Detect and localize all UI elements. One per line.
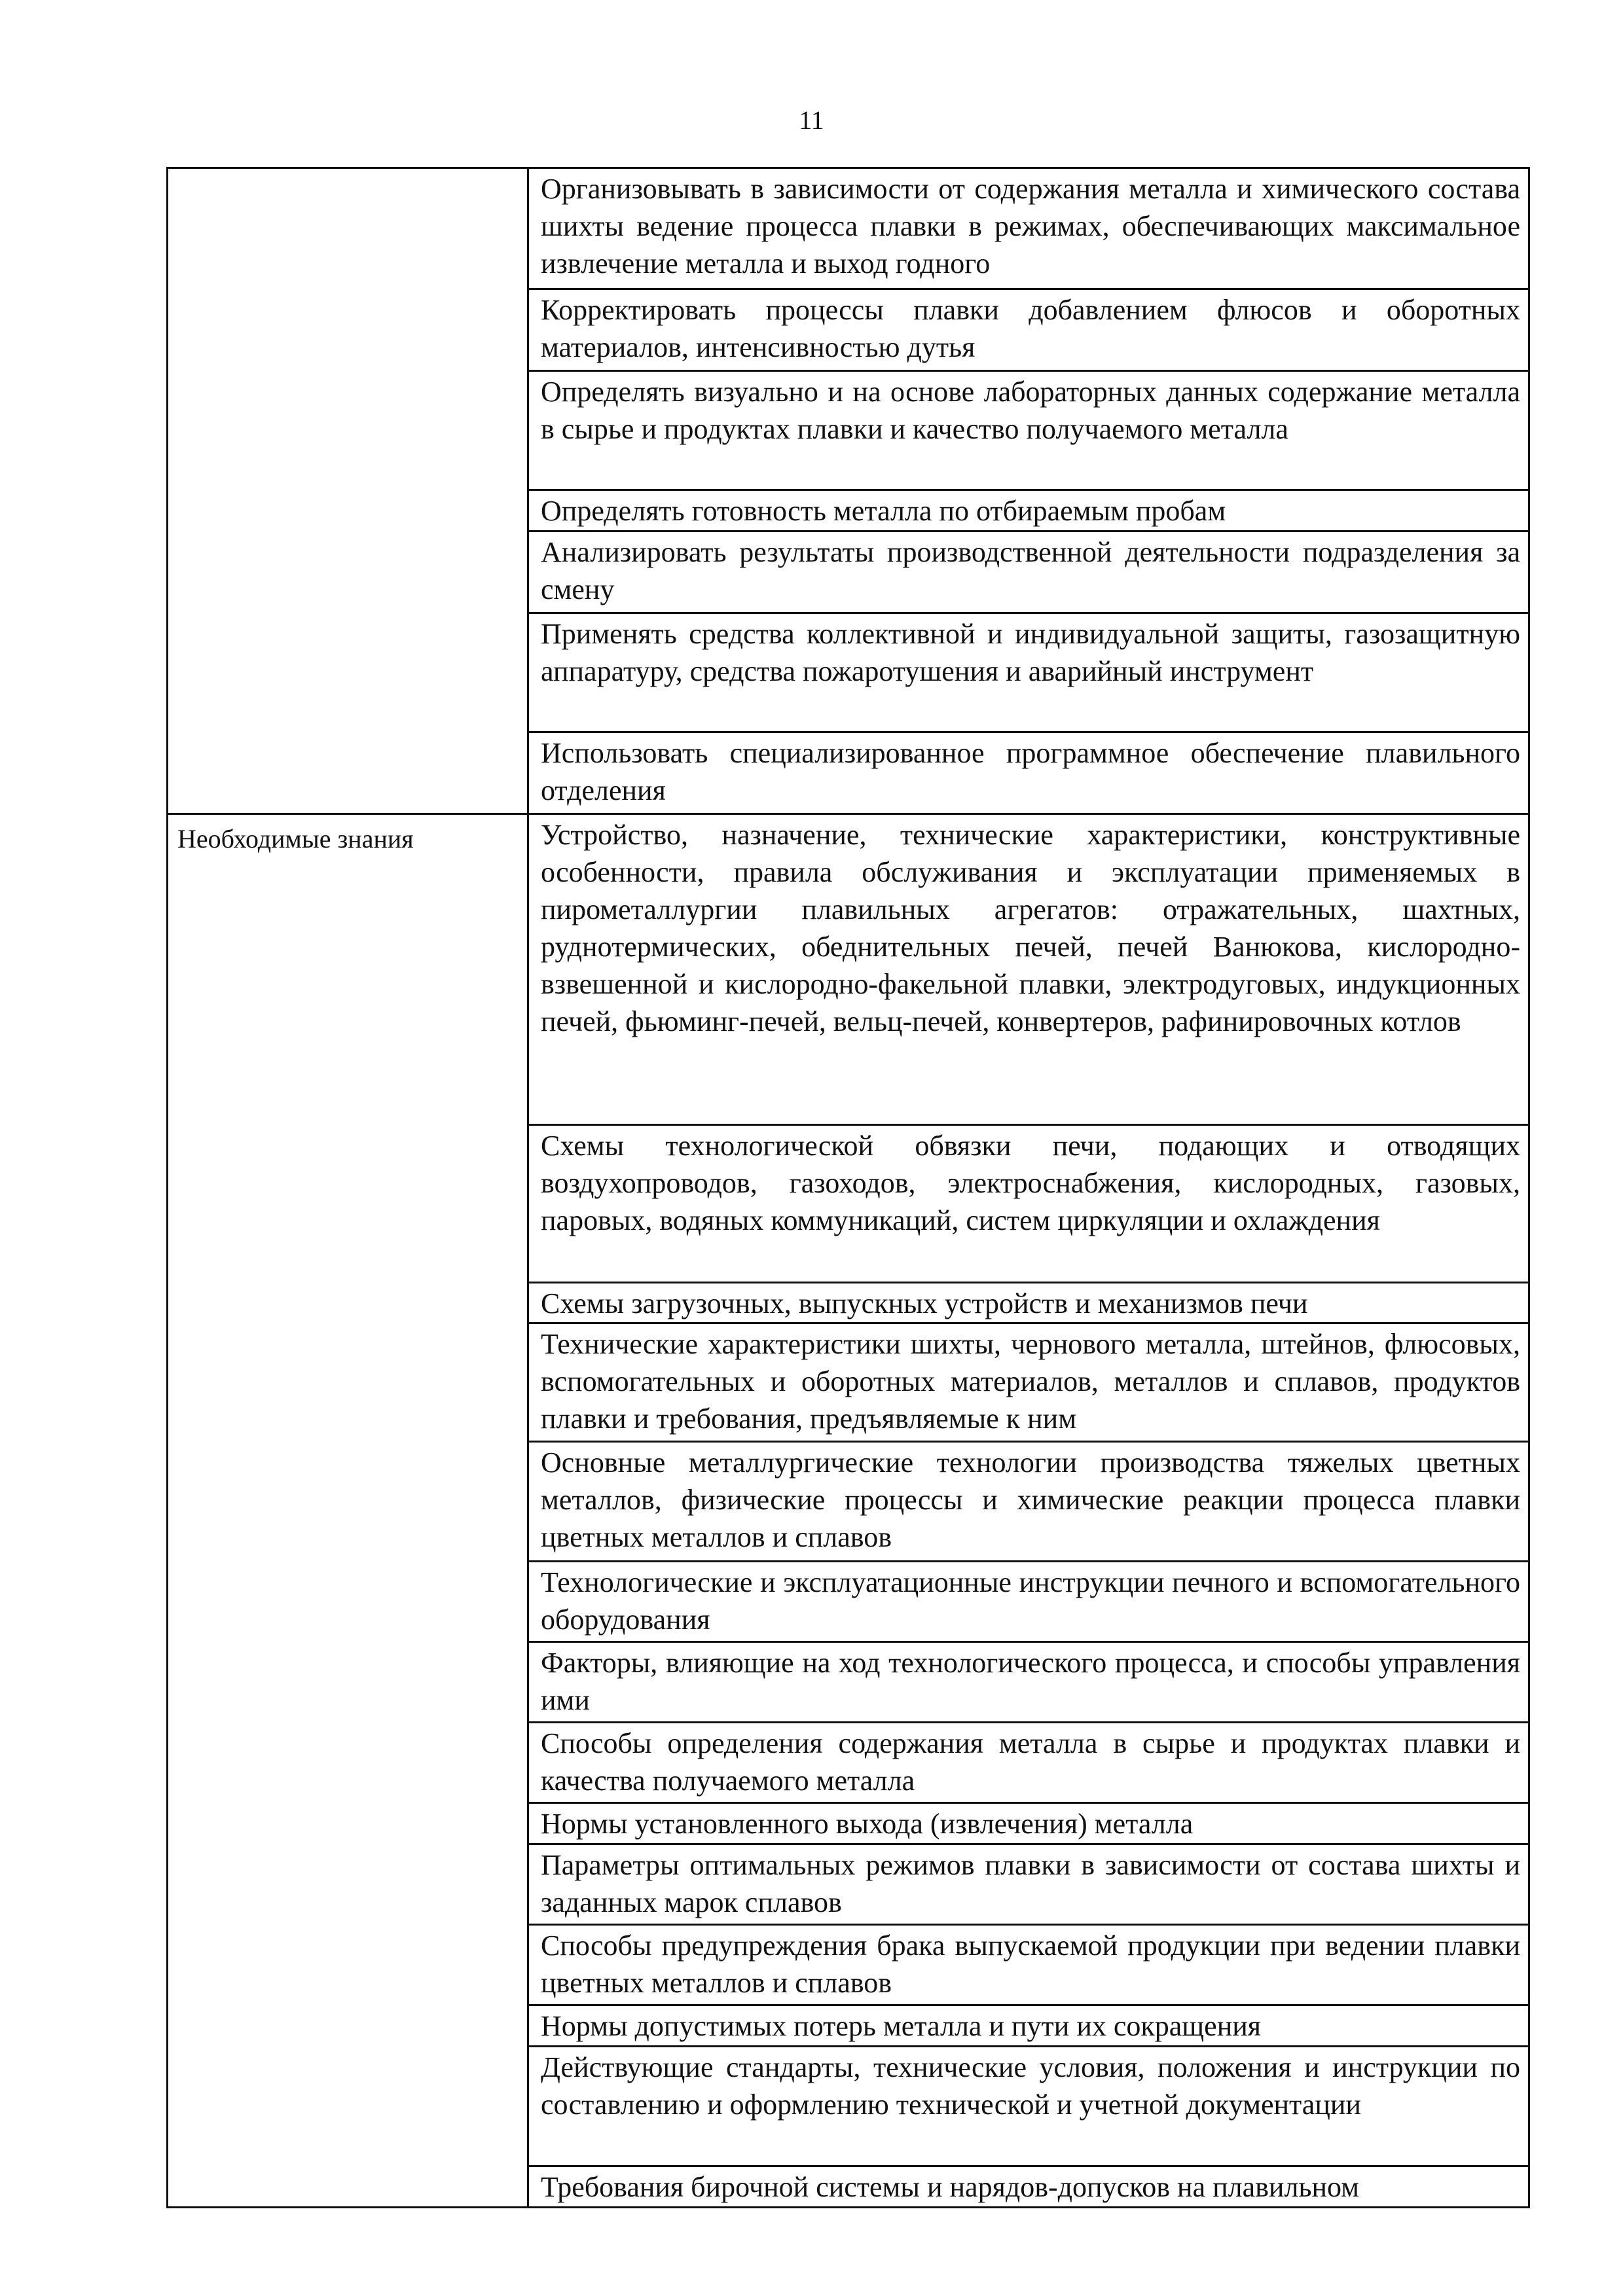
table-cell-skill: Анализировать результаты производственной деятельности подразделения за смену	[528, 531, 1529, 613]
table-cell-knowledge: Способы определения содержания металла в сырье и продуктах плавки и качества получаемого металла	[528, 1723, 1529, 1803]
table-cell-knowledge: Основные металлургические технологии производства тяжелых цветных металлов, физические процессы и химические реакции процесса плавки цветных металлов и сплавов	[528, 1442, 1529, 1562]
table-cell-knowledge: Требования бирочной системы и нарядов-допусков на плавильном	[528, 2166, 1529, 2208]
table-cell-knowledge: Схемы технологической обвязки печи, подающих и отводящих воздухопроводов, газоходов, электроснабжения, кислородных, газовых, паровых, водяных коммуникаций, систем циркуляции и охлаждения	[528, 1125, 1529, 1283]
table-cell-knowledge: Устройство, назначение, технические характеристики, конструктивные особенности, правила обслуживания и эксплуатации применяемых в пирометаллургии плавильных агрегатов: отражательных, шахтных, руднотермических, обеднительных печей, печей Ванюкова, кислородно-взвешенной и кислородно-факельной плавки, электродуговых, индукционных печей, фьюминг-печей, вельц-печей, конвертеров, рафинировочных котлов	[528, 814, 1529, 1125]
table-cell-knowledge: Технологические и эксплуатационные инструкции печного и вспомогательного оборудования	[528, 1562, 1529, 1642]
table-cell-knowledge: Нормы установленного выхода (извлечения) металла	[528, 1803, 1529, 1844]
knowledge-label: Необходимые знания	[177, 824, 414, 853]
table-cell-knowledge: Технические характеристики шихты, чернового металла, штейнов, флюсовых, вспомогательных и оборотных материалов, металлов и сплавов, продуктов плавки и требования, предъявляемые к ним	[528, 1323, 1529, 1442]
table-cell-knowledge: Действующие стандарты, технические условия, положения и инструкции по составлению и оформлению технической и учетной документации	[528, 2047, 1529, 2166]
table-cell-knowledge: Факторы, влияющие на ход технологического процесса, и способы управления ими	[528, 1642, 1529, 1723]
skills-label-cell	[168, 168, 528, 814]
table-cell-skill: Использовать специализированное программное обеспечение плавильного отделения	[528, 732, 1529, 814]
page-number: 11	[799, 105, 824, 135]
table-cell-knowledge: Параметры оптимальных режимов плавки в зависимости от состава шихты и заданных марок сплавов	[528, 1844, 1529, 1925]
table-cell-skill: Организовывать в зависимости от содержания металла и химического состава шихты ведение процесса плавки в режимах, обеспечивающих максимальное извлечение металла и выход годного	[528, 168, 1529, 289]
table-cell-skill: Определять готовность металла по отбираемым пробам	[528, 490, 1529, 531]
table-row	[168, 814, 1529, 1125]
table-cell-skill: Применять средства коллективной и индивидуальной защиты, газозащитную аппаратуру, средства пожаротушения и аварийный инструмент	[528, 613, 1529, 732]
table-cell-knowledge: Схемы загрузочных, выпускных устройств и механизмов печи	[528, 1283, 1529, 1323]
knowledge-label-cell	[168, 814, 528, 2208]
table-cell-knowledge: Способы предупреждения брака выпускаемой продукции при ведении плавки цветных металлов и сплавов	[528, 1925, 1529, 2005]
table-cell-knowledge: Нормы допустимых потерь металла и пути их сокращения	[528, 2005, 1529, 2047]
requirements-table	[166, 167, 1530, 2208]
table-cell-skill: Корректировать процессы плавки добавлением флюсов и оборотных материалов, интенсивностью дутья	[528, 289, 1529, 371]
table-row	[168, 168, 1529, 289]
table-cell-skill: Определять визуально и на основе лабораторных данных содержание металла в сырье и продуктах плавки и качество получаемого металла	[528, 371, 1529, 490]
